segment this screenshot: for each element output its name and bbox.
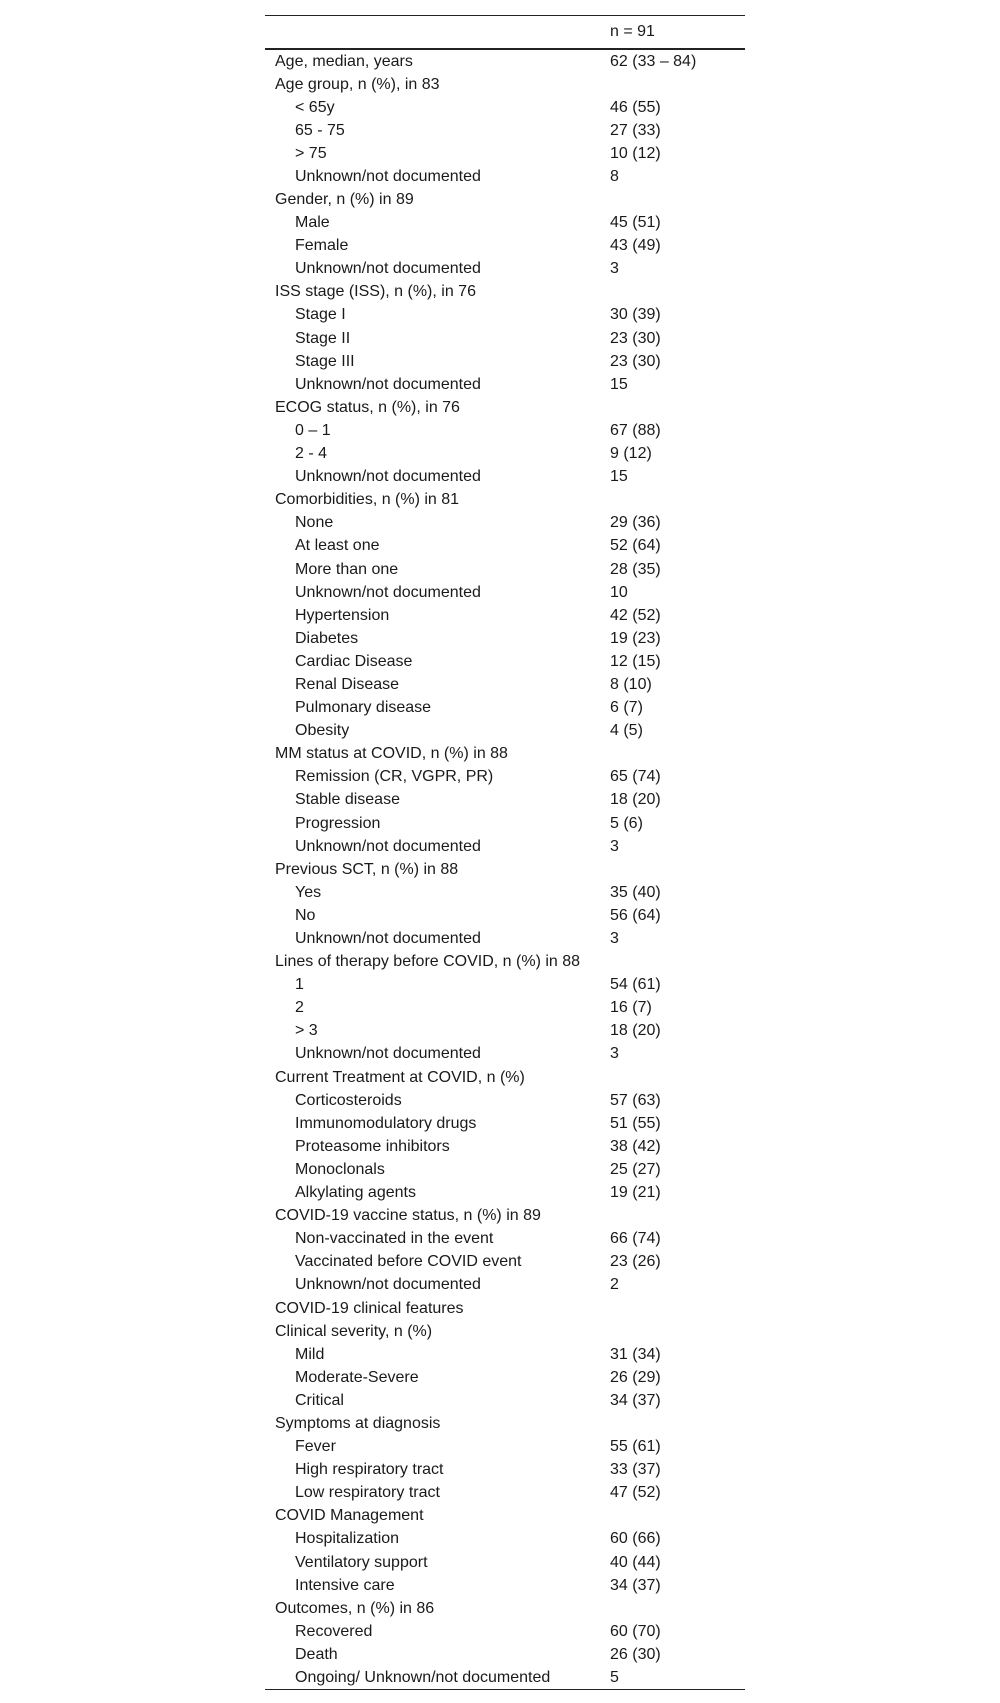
row-sublabel: 2	[295, 999, 304, 1017]
row-value: 4 (5)	[610, 722, 643, 740]
table-row	[265, 257, 745, 280]
row-label: Lines of therapy before COVID, n (%) in 88	[275, 953, 581, 971]
row-value: 19 (21)	[610, 1184, 661, 1202]
row-value: 8 (10)	[610, 675, 652, 693]
row-value: 33 (37)	[610, 1461, 661, 1479]
row-value: 43 (49)	[610, 237, 661, 255]
table-row	[265, 1643, 745, 1666]
row-sublabel: Unknown/not documented	[295, 837, 481, 855]
row-value: 30 (39)	[610, 306, 661, 324]
table-row	[265, 835, 745, 858]
table-row	[265, 73, 745, 96]
row-value: 16 (7)	[610, 999, 652, 1017]
row-label: MM status at COVID, n (%) in 88	[275, 745, 508, 763]
table-row	[265, 1527, 745, 1550]
row-label: COVID-19 vaccine status, n (%) in 89	[275, 1207, 541, 1225]
row-value: 29 (36)	[610, 514, 661, 532]
row-label: Previous SCT, n (%) in 88	[275, 860, 459, 878]
row-value	[610, 73, 745, 96]
table-row	[265, 419, 745, 442]
table-row	[265, 696, 745, 719]
row-label: Gender, n (%) in 89	[275, 191, 414, 209]
row-sublabel: High respiratory tract	[295, 1461, 444, 1479]
table-row	[265, 534, 745, 557]
table-row	[265, 812, 745, 835]
row-sublabel: 0 – 1	[295, 421, 331, 439]
row-value: 26 (29)	[610, 1368, 661, 1386]
table-row	[265, 1551, 745, 1574]
table-row	[265, 280, 745, 303]
row-sublabel: Low respiratory tract	[295, 1484, 440, 1502]
table-row	[265, 927, 745, 950]
row-value	[610, 1597, 745, 1620]
row-sublabel: Unknown/not documented	[295, 167, 481, 185]
row-sublabel: 2 - 4	[295, 445, 328, 463]
row-label: Comorbidities, n (%) in 81	[275, 491, 460, 509]
row-sublabel: Unknown/not documented	[295, 583, 481, 601]
row-sublabel: Fever	[295, 1438, 336, 1456]
row-sublabel: Monoclonals	[295, 1160, 385, 1178]
row-value: 10 (12)	[610, 144, 661, 162]
row-sublabel: Unknown/not documented	[295, 375, 481, 393]
row-sublabel: Yes	[295, 883, 322, 901]
row-value: 56 (64)	[610, 906, 661, 924]
row-sublabel: > 3	[295, 1022, 318, 1040]
row-sublabel: Stage III	[295, 352, 355, 370]
row-sublabel: More than one	[295, 560, 399, 578]
table-row	[265, 950, 745, 973]
row-sublabel: < 65y	[295, 98, 335, 116]
row-sublabel: Unknown/not documented	[295, 930, 481, 948]
table-row	[265, 119, 745, 142]
row-value: 51 (55)	[610, 1114, 661, 1132]
row-value	[610, 396, 745, 419]
table-row	[265, 1066, 745, 1089]
row-label: ISS stage (ISS), n (%), in 76	[275, 283, 476, 301]
row-sublabel: 1	[295, 976, 304, 994]
row-value	[610, 1504, 745, 1527]
row-sublabel: Hypertension	[295, 606, 390, 624]
row-label: Current Treatment at COVID, n (%)	[275, 1068, 525, 1086]
table-row	[265, 973, 745, 996]
row-value: 65 (74)	[610, 768, 661, 786]
table-row	[265, 904, 745, 927]
table-row	[265, 1227, 745, 1250]
row-sublabel: Proteasome inhibitors	[295, 1137, 450, 1155]
table-row	[265, 1504, 745, 1527]
table-row	[265, 465, 745, 488]
row-value: 34 (37)	[610, 1576, 661, 1594]
table-row	[265, 1435, 745, 1458]
row-sublabel: Unknown/not documented	[295, 1045, 481, 1063]
row-sublabel: Cardiac Disease	[295, 652, 413, 670]
table-row	[265, 1158, 745, 1181]
table-row	[265, 303, 745, 326]
row-value	[610, 858, 745, 881]
row-value: 15	[610, 375, 628, 393]
row-label: Age group, n (%), in 83	[275, 75, 440, 93]
row-value: 60 (70)	[610, 1622, 661, 1640]
table-row	[265, 557, 745, 580]
row-sublabel: Ongoing/ Unknown/not documented	[265, 1666, 610, 1690]
row-label: COVID Management	[275, 1507, 424, 1525]
row-value: 18 (20)	[610, 791, 661, 809]
row-value	[610, 280, 745, 303]
row-value: 10	[610, 583, 628, 601]
row-value: 45 (51)	[610, 214, 661, 232]
table-row	[265, 604, 745, 627]
row-value: 15	[610, 468, 628, 486]
row-sublabel: Vaccinated before COVID event	[295, 1253, 522, 1271]
table-row	[265, 581, 745, 604]
row-value: 38 (42)	[610, 1137, 661, 1155]
row-value: 18 (20)	[610, 1022, 661, 1040]
row-value: 3	[610, 930, 619, 948]
table-row	[265, 511, 745, 534]
row-value: 6 (7)	[610, 699, 643, 717]
row-sublabel: Corticosteroids	[295, 1091, 402, 1109]
header-value-cell: n = 91	[610, 16, 745, 49]
table-row	[265, 1135, 745, 1158]
row-sublabel: Remission (CR, VGPR, PR)	[295, 768, 494, 786]
row-value: 28 (35)	[610, 560, 661, 578]
table-row	[265, 350, 745, 373]
row-sublabel: Hospitalization	[295, 1530, 400, 1548]
row-sublabel: Obesity	[295, 722, 350, 740]
row-value: 66 (74)	[610, 1230, 661, 1248]
row-sublabel: Progression	[295, 814, 381, 832]
row-sublabel: Recovered	[295, 1622, 373, 1640]
row-value: 23 (26)	[610, 1253, 661, 1271]
row-value: 46 (55)	[610, 98, 661, 116]
patient-characteristics-table	[265, 15, 745, 1690]
table-row	[265, 1458, 745, 1481]
table-row	[265, 742, 745, 765]
table-row	[265, 1089, 745, 1112]
table-row	[265, 234, 745, 257]
table-row	[265, 788, 745, 811]
row-value: 31 (34)	[610, 1345, 661, 1363]
row-sublabel: Unknown/not documented	[295, 1276, 481, 1294]
table-row	[265, 488, 745, 511]
row-sublabel: > 75	[295, 144, 327, 162]
row-value: 42 (52)	[610, 606, 661, 624]
table-row	[265, 327, 745, 350]
characteristics-table-container	[265, 15, 745, 1690]
table-row	[265, 996, 745, 1019]
table-row	[265, 719, 745, 742]
row-sublabel: Ventilatory support	[295, 1553, 428, 1571]
row-value: 3	[610, 837, 619, 855]
table-row	[265, 1389, 745, 1412]
row-sublabel: Unknown/not documented	[295, 260, 481, 278]
table-header	[265, 16, 745, 49]
row-sublabel: No	[295, 906, 316, 924]
table-row	[265, 1343, 745, 1366]
table-row	[265, 1481, 745, 1504]
row-sublabel: Female	[295, 237, 349, 255]
row-sublabel: Pulmonary disease	[295, 699, 432, 717]
table-row	[265, 1296, 745, 1319]
table-row	[265, 1042, 745, 1065]
row-value: 3	[610, 1045, 619, 1063]
row-value: 47 (52)	[610, 1484, 661, 1502]
table-row	[265, 1019, 745, 1042]
row-value: 40 (44)	[610, 1553, 661, 1571]
row-sublabel: Moderate-Severe	[295, 1368, 419, 1386]
row-value: 23 (30)	[610, 329, 661, 347]
table-row	[265, 1412, 745, 1435]
row-value: 5 (6)	[610, 814, 643, 832]
row-value: 34 (37)	[610, 1391, 661, 1409]
table-row	[265, 858, 745, 881]
table-row	[265, 1574, 745, 1597]
table-row	[265, 49, 745, 73]
row-value	[610, 950, 745, 973]
row-value: 62 (33 – 84)	[610, 52, 697, 70]
table-row	[265, 1181, 745, 1204]
row-value	[610, 188, 745, 211]
table-row	[265, 211, 745, 234]
row-sublabel: None	[295, 514, 334, 532]
row-value: 8	[610, 167, 619, 185]
table-body	[265, 49, 745, 1690]
row-label: ECOG status, n (%), in 76	[275, 398, 460, 416]
row-sublabel: Alkylating agents	[295, 1184, 416, 1202]
table-row	[265, 442, 745, 465]
row-sublabel: Critical	[295, 1391, 344, 1409]
table-row	[265, 1273, 745, 1296]
table-row	[265, 650, 745, 673]
row-sublabel: 65 - 75	[295, 121, 345, 139]
table-row	[265, 396, 745, 419]
row-sublabel: At least one	[295, 537, 380, 555]
table-row	[265, 188, 745, 211]
row-sublabel: Stage I	[295, 306, 346, 324]
table-row	[265, 881, 745, 904]
table-row	[265, 165, 745, 188]
row-sublabel: Stage II	[295, 329, 351, 347]
row-value: 26 (30)	[610, 1645, 661, 1663]
row-value	[610, 1320, 745, 1343]
table-row	[265, 373, 745, 396]
row-value	[610, 1296, 745, 1319]
row-value	[610, 488, 745, 511]
row-value: 2	[610, 1276, 619, 1294]
row-value	[610, 742, 745, 765]
row-sublabel: Unknown/not documented	[295, 468, 481, 486]
table-row	[265, 1204, 745, 1227]
row-sublabel: Immunomodulatory drugs	[295, 1114, 477, 1132]
row-value: 3	[610, 260, 619, 278]
row-sublabel: Diabetes	[295, 629, 359, 647]
row-value: 27 (33)	[610, 121, 661, 139]
row-label: Symptoms at diagnosis	[275, 1414, 441, 1432]
table-row	[265, 1250, 745, 1273]
table-row	[265, 1620, 745, 1643]
table-row	[265, 1666, 745, 1690]
row-value: 19 (23)	[610, 629, 661, 647]
row-value: 23 (30)	[610, 352, 661, 370]
row-value	[610, 1204, 745, 1227]
row-sublabel: Mild	[295, 1345, 325, 1363]
row-value: 55 (61)	[610, 1438, 661, 1456]
table-row	[265, 1366, 745, 1389]
table-row	[265, 765, 745, 788]
row-value	[610, 1412, 745, 1435]
row-label: Outcomes, n (%) in 86	[275, 1599, 435, 1617]
row-value: 12 (15)	[610, 652, 661, 670]
row-sublabel: Stable disease	[295, 791, 400, 809]
table-row	[265, 673, 745, 696]
row-label: Clinical severity, n (%)	[275, 1322, 433, 1340]
row-label: Age, median, years	[275, 52, 413, 70]
header-row	[265, 16, 745, 49]
row-value: 35 (40)	[610, 883, 661, 901]
row-value	[610, 1066, 745, 1089]
table-row	[265, 142, 745, 165]
table-row	[265, 96, 745, 119]
table-row	[265, 627, 745, 650]
table-row	[265, 1597, 745, 1620]
row-sublabel: Male	[295, 214, 330, 232]
row-value: 9 (12)	[610, 445, 652, 463]
table-row	[265, 1320, 745, 1343]
header-label-cell	[265, 16, 610, 49]
row-value: 57 (63)	[610, 1091, 661, 1109]
table-row	[265, 1112, 745, 1135]
row-sublabel: Non-vaccinated in the event	[295, 1230, 494, 1248]
row-sublabel: Intensive care	[295, 1576, 395, 1594]
row-value: 67 (88)	[610, 421, 661, 439]
row-value: 52 (64)	[610, 537, 661, 555]
row-sublabel: Death	[295, 1645, 338, 1663]
row-label: COVID-19 clinical features	[275, 1299, 464, 1317]
row-value: 25 (27)	[610, 1160, 661, 1178]
row-sublabel: Renal Disease	[295, 675, 400, 693]
row-value: 5	[610, 1666, 745, 1690]
row-value: 60 (66)	[610, 1530, 661, 1548]
row-value: 54 (61)	[610, 976, 661, 994]
